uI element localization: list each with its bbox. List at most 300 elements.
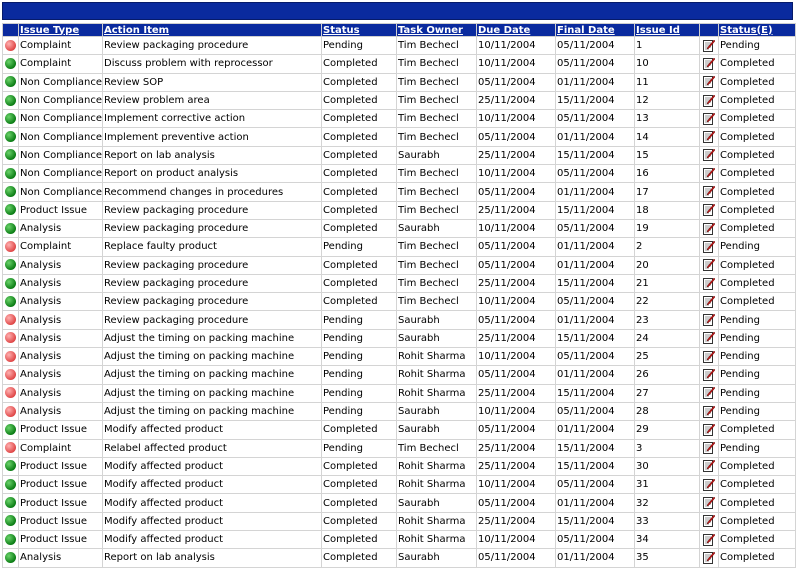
table-row[interactable] <box>3 128 796 146</box>
issue-id-cell: 3 <box>635 439 700 457</box>
task-owner-cell: Tim Bechecl <box>397 439 477 457</box>
issue-id-cell: 11 <box>635 73 700 91</box>
status-indicator-cell <box>3 201 19 219</box>
issue-type-cell: Non Compliance <box>19 73 103 91</box>
final-date-cell: 05/11/2004 <box>556 110 635 128</box>
issue-type-cell: Analysis <box>19 256 103 274</box>
due-date-cell: 10/11/2004 <box>477 165 556 183</box>
status-e-cell: Completed <box>719 183 796 201</box>
action-item-cell: Adjust the timing on packing machine <box>103 366 322 384</box>
final-date-cell: 01/11/2004 <box>556 494 635 512</box>
issue-type-cell: Complaint <box>19 37 103 55</box>
final-date-cell: 01/11/2004 <box>556 256 635 274</box>
edit-notepad-icon[interactable] <box>703 423 715 436</box>
issue-type-cell: Complaint <box>19 238 103 256</box>
status-e-cell: Completed <box>719 146 796 164</box>
final-date-cell: 01/11/2004 <box>556 73 635 91</box>
edit-notepad-icon[interactable] <box>703 167 715 180</box>
task-owner-cell: Tim Bechecl <box>397 274 477 292</box>
status-cell: Completed <box>322 183 397 201</box>
header-status[interactable]: Status <box>322 24 397 37</box>
edit-cell <box>700 55 719 73</box>
action-item-cell: Adjust the timing on packing machine <box>103 384 322 402</box>
task-owner-cell: Saurabh <box>397 402 477 420</box>
issue-type-cell: Complaint <box>19 439 103 457</box>
issue-type-cell: Analysis <box>19 402 103 420</box>
due-date-cell: 25/11/2004 <box>477 329 556 347</box>
issue-type-cell: Product Issue <box>19 494 103 512</box>
final-date-cell: 01/11/2004 <box>556 366 635 384</box>
edit-notepad-icon[interactable] <box>703 148 715 161</box>
action-item-cell: Report on product analysis <box>103 165 322 183</box>
edit-notepad-icon[interactable] <box>703 496 715 509</box>
table-row[interactable] <box>3 457 796 475</box>
due-date-cell: 10/11/2004 <box>477 37 556 55</box>
table-row[interactable] <box>3 73 796 91</box>
issue-id-cell: 26 <box>635 366 700 384</box>
status-dot-icon <box>5 406 16 417</box>
due-date-cell: 25/11/2004 <box>477 274 556 292</box>
issue-id-cell: 2 <box>635 238 700 256</box>
due-date-cell: 25/11/2004 <box>477 439 556 457</box>
status-dot-icon <box>5 223 16 234</box>
action-item-cell: Modify affected product <box>103 476 322 494</box>
status-dot-icon <box>5 259 16 270</box>
status-cell: Completed <box>322 512 397 530</box>
edit-cell <box>700 201 719 219</box>
edit-notepad-icon[interactable] <box>703 203 715 216</box>
window-title <box>3 4 9 17</box>
table-body <box>3 37 796 568</box>
task-owner-cell: Tim Bechecl <box>397 165 477 183</box>
final-date-cell: 01/11/2004 <box>556 311 635 329</box>
issue-type-cell: Product Issue <box>19 512 103 530</box>
status-dot-icon <box>5 204 16 215</box>
final-date-cell: 05/11/2004 <box>556 402 635 420</box>
due-date-cell: 05/11/2004 <box>477 366 556 384</box>
status-cell: Completed <box>322 421 397 439</box>
edit-cell <box>700 384 719 402</box>
issue-id-cell: 22 <box>635 293 700 311</box>
header-edit <box>700 24 719 37</box>
task-owner-cell: Tim Bechecl <box>397 256 477 274</box>
edit-cell <box>700 348 719 366</box>
final-date-cell: 05/11/2004 <box>556 37 635 55</box>
issue-type-cell: Analysis <box>19 384 103 402</box>
issue-type-cell: Non Compliance <box>19 91 103 109</box>
issue-id-cell: 21 <box>635 274 700 292</box>
task-owner-cell: Tim Bechecl <box>397 128 477 146</box>
status-indicator-cell <box>3 348 19 366</box>
status-dot-icon <box>5 76 16 87</box>
status-dot-icon <box>5 186 16 197</box>
table-row[interactable] <box>3 512 796 530</box>
action-item-cell: Review packaging procedure <box>103 256 322 274</box>
status-indicator-cell <box>3 128 19 146</box>
due-date-cell: 10/11/2004 <box>477 55 556 73</box>
status-indicator-cell <box>3 549 19 567</box>
issue-id-cell: 32 <box>635 494 700 512</box>
status-e-cell: Completed <box>719 457 796 475</box>
edit-notepad-icon[interactable] <box>703 514 715 527</box>
task-owner-cell: Tim Bechecl <box>397 293 477 311</box>
final-date-cell: 15/11/2004 <box>556 91 635 109</box>
edit-notepad-icon[interactable] <box>703 295 715 308</box>
issue-type-cell: Analysis <box>19 293 103 311</box>
table-row[interactable] <box>3 402 796 420</box>
action-item-cell: Review problem area <box>103 91 322 109</box>
table-row[interactable] <box>3 329 796 347</box>
final-date-cell: 15/11/2004 <box>556 329 635 347</box>
table-row[interactable] <box>3 183 796 201</box>
edit-notepad-icon[interactable] <box>703 386 715 399</box>
issue-id-cell: 16 <box>635 165 700 183</box>
task-owner-cell: Saurabh <box>397 311 477 329</box>
status-indicator-cell <box>3 512 19 530</box>
table-row[interactable] <box>3 110 796 128</box>
final-date-cell: 01/11/2004 <box>556 238 635 256</box>
task-owner-cell: Saurabh <box>397 421 477 439</box>
due-date-cell: 05/11/2004 <box>477 238 556 256</box>
status-dot-icon <box>5 552 16 563</box>
edit-cell <box>700 531 719 549</box>
issues-table <box>2 23 796 568</box>
edit-notepad-icon[interactable] <box>703 459 715 472</box>
status-e-cell: Completed <box>719 73 796 91</box>
header-indicator <box>3 24 19 37</box>
due-date-cell: 05/11/2004 <box>477 549 556 567</box>
status-cell: Pending <box>322 348 397 366</box>
status-e-cell: Completed <box>719 549 796 567</box>
edit-notepad-icon[interactable] <box>703 331 715 344</box>
due-date-cell: 05/11/2004 <box>477 494 556 512</box>
status-e-cell: Completed <box>719 512 796 530</box>
status-dot-icon <box>5 95 16 106</box>
issue-id-cell: 1 <box>635 37 700 55</box>
final-date-cell: 15/11/2004 <box>556 201 635 219</box>
table-row[interactable] <box>3 165 796 183</box>
issue-id-cell: 25 <box>635 348 700 366</box>
status-dot-icon <box>5 460 16 471</box>
status-dot-icon <box>5 314 16 325</box>
final-date-cell: 15/11/2004 <box>556 384 635 402</box>
status-dot-icon <box>5 534 16 545</box>
issue-type-cell: Non Compliance <box>19 183 103 201</box>
due-date-cell: 05/11/2004 <box>477 421 556 439</box>
edit-notepad-icon[interactable] <box>703 112 715 125</box>
status-indicator-cell <box>3 531 19 549</box>
status-cell: Completed <box>322 549 397 567</box>
table-row[interactable] <box>3 311 796 329</box>
status-e-cell: Completed <box>719 293 796 311</box>
status-dot-icon <box>5 296 16 307</box>
final-date-cell: 05/11/2004 <box>556 55 635 73</box>
due-date-cell: 05/11/2004 <box>477 73 556 91</box>
status-indicator-cell <box>3 293 19 311</box>
status-dot-icon <box>5 479 16 490</box>
issue-id-cell: 35 <box>635 549 700 567</box>
issue-type-cell: Product Issue <box>19 476 103 494</box>
edit-notepad-icon[interactable] <box>703 350 715 363</box>
action-item-cell: Relabel affected product <box>103 439 322 457</box>
table-row[interactable] <box>3 439 796 457</box>
issue-id-cell: 24 <box>635 329 700 347</box>
issue-id-cell: 23 <box>635 311 700 329</box>
action-item-cell: Modify affected product <box>103 421 322 439</box>
edit-notepad-icon[interactable] <box>703 533 715 546</box>
edit-notepad-icon[interactable] <box>703 94 715 107</box>
edit-cell <box>700 494 719 512</box>
issue-id-cell: 15 <box>635 146 700 164</box>
issue-type-cell: Analysis <box>19 348 103 366</box>
status-e-cell: Pending <box>719 37 796 55</box>
edit-cell <box>700 91 719 109</box>
table-row[interactable] <box>3 37 796 55</box>
edit-cell <box>700 512 719 530</box>
status-e-cell: Pending <box>719 348 796 366</box>
issue-id-cell: 13 <box>635 110 700 128</box>
status-cell: Completed <box>322 201 397 219</box>
edit-notepad-icon[interactable] <box>703 313 715 326</box>
final-date-cell: 05/11/2004 <box>556 476 635 494</box>
table-header-row <box>3 24 796 37</box>
final-date-cell: 15/11/2004 <box>556 146 635 164</box>
issue-type-cell: Analysis <box>19 311 103 329</box>
final-date-cell: 05/11/2004 <box>556 165 635 183</box>
status-dot-icon <box>5 241 16 252</box>
edit-cell <box>700 256 719 274</box>
action-item-cell: Replace faulty product <box>103 238 322 256</box>
edit-notepad-icon[interactable] <box>703 478 715 491</box>
final-date-cell: 01/11/2004 <box>556 128 635 146</box>
edit-notepad-icon[interactable] <box>703 185 715 198</box>
task-owner-cell: Rohit Sharma <box>397 531 477 549</box>
table-row[interactable] <box>3 384 796 402</box>
edit-notepad-icon[interactable] <box>703 368 715 381</box>
table-row[interactable] <box>3 531 796 549</box>
issue-type-cell: Analysis <box>19 329 103 347</box>
action-item-cell: Modify affected product <box>103 494 322 512</box>
edit-notepad-icon[interactable] <box>703 75 715 88</box>
table-row[interactable] <box>3 146 796 164</box>
issue-id-cell: 12 <box>635 91 700 109</box>
action-item-cell: Discuss problem with reprocessor <box>103 55 322 73</box>
task-owner-cell: Tim Bechecl <box>397 201 477 219</box>
status-indicator-cell <box>3 256 19 274</box>
status-e-cell: Completed <box>719 219 796 237</box>
issue-type-cell: Analysis <box>19 274 103 292</box>
action-item-cell: Review packaging procedure <box>103 201 322 219</box>
final-date-cell: 15/11/2004 <box>556 457 635 475</box>
table-row[interactable] <box>3 476 796 494</box>
header-task-owner[interactable]: Task Owner <box>397 24 477 37</box>
final-date-cell: 05/11/2004 <box>556 219 635 237</box>
due-date-cell: 10/11/2004 <box>477 293 556 311</box>
due-date-cell: 10/11/2004 <box>477 110 556 128</box>
status-cell: Completed <box>322 274 397 292</box>
status-cell: Completed <box>322 494 397 512</box>
due-date-cell: 05/11/2004 <box>477 256 556 274</box>
status-indicator-cell <box>3 476 19 494</box>
edit-notepad-icon[interactable] <box>703 240 715 253</box>
issue-type-cell: Product Issue <box>19 457 103 475</box>
status-cell: Completed <box>322 219 397 237</box>
status-e-cell: Completed <box>719 256 796 274</box>
final-date-cell: 15/11/2004 <box>556 439 635 457</box>
edit-cell <box>700 402 719 420</box>
edit-notepad-icon[interactable] <box>703 441 715 454</box>
status-dot-icon <box>5 149 16 160</box>
table-row[interactable] <box>3 55 796 73</box>
status-indicator-cell <box>3 439 19 457</box>
task-owner-cell: Tim Bechecl <box>397 110 477 128</box>
final-date-cell: 05/11/2004 <box>556 531 635 549</box>
status-indicator-cell <box>3 274 19 292</box>
header-issue-id[interactable]: Issue Id <box>635 24 700 37</box>
due-date-cell: 25/11/2004 <box>477 512 556 530</box>
status-e-cell: Completed <box>719 165 796 183</box>
status-e-cell: Pending <box>719 366 796 384</box>
edit-notepad-icon[interactable] <box>703 39 715 52</box>
issue-id-cell: 10 <box>635 55 700 73</box>
status-dot-icon <box>5 442 16 453</box>
table-row[interactable] <box>3 421 796 439</box>
task-owner-cell: Rohit Sharma <box>397 512 477 530</box>
status-dot-icon <box>5 131 16 142</box>
edit-cell <box>700 219 719 237</box>
issue-id-cell: 31 <box>635 476 700 494</box>
issue-type-cell: Analysis <box>19 366 103 384</box>
edit-notepad-icon[interactable] <box>703 222 715 235</box>
task-owner-cell: Rohit Sharma <box>397 384 477 402</box>
status-indicator-cell <box>3 110 19 128</box>
status-dot-icon <box>5 387 16 398</box>
status-cell: Pending <box>322 238 397 256</box>
status-indicator-cell <box>3 238 19 256</box>
edit-notepad-icon[interactable] <box>703 277 715 290</box>
status-cell: Pending <box>322 402 397 420</box>
status-e-cell: Pending <box>719 311 796 329</box>
action-item-cell: Modify affected product <box>103 457 322 475</box>
status-e-cell: Completed <box>719 110 796 128</box>
edit-cell <box>700 293 719 311</box>
due-date-cell: 25/11/2004 <box>477 91 556 109</box>
task-owner-cell: Rohit Sharma <box>397 457 477 475</box>
action-item-cell: Review SOP <box>103 73 322 91</box>
table-row[interactable] <box>3 256 796 274</box>
status-indicator-cell <box>3 402 19 420</box>
edit-notepad-icon[interactable] <box>703 551 715 564</box>
task-owner-cell: Rohit Sharma <box>397 476 477 494</box>
table-row[interactable] <box>3 348 796 366</box>
due-date-cell: 10/11/2004 <box>477 476 556 494</box>
issue-id-cell: 30 <box>635 457 700 475</box>
table-row[interactable] <box>3 91 796 109</box>
table-row[interactable] <box>3 238 796 256</box>
edit-notepad-icon[interactable] <box>703 405 715 418</box>
status-e-cell: Pending <box>719 329 796 347</box>
edit-cell <box>700 110 719 128</box>
header-status-e[interactable]: Status(E) <box>719 24 796 37</box>
due-date-cell: 05/11/2004 <box>477 311 556 329</box>
action-item-cell: Adjust the timing on packing machine <box>103 402 322 420</box>
issue-id-cell: 17 <box>635 183 700 201</box>
action-item-cell: Modify affected product <box>103 512 322 530</box>
status-dot-icon <box>5 369 16 380</box>
status-dot-icon <box>5 278 16 289</box>
edit-cell <box>700 274 719 292</box>
status-indicator-cell <box>3 165 19 183</box>
issue-id-cell: 29 <box>635 421 700 439</box>
edit-cell <box>700 73 719 91</box>
status-indicator-cell <box>3 183 19 201</box>
edit-notepad-icon[interactable] <box>703 130 715 143</box>
edit-cell <box>700 366 719 384</box>
status-cell: Pending <box>322 37 397 55</box>
table-row[interactable] <box>3 366 796 384</box>
status-indicator-cell <box>3 384 19 402</box>
edit-cell <box>700 421 719 439</box>
due-date-cell: 05/11/2004 <box>477 128 556 146</box>
status-cell: Pending <box>322 384 397 402</box>
action-item-cell: Review packaging procedure <box>103 311 322 329</box>
final-date-cell: 05/11/2004 <box>556 348 635 366</box>
final-date-cell: 15/11/2004 <box>556 512 635 530</box>
status-indicator-cell <box>3 91 19 109</box>
status-cell: Pending <box>322 439 397 457</box>
status-indicator-cell <box>3 219 19 237</box>
edit-cell <box>700 476 719 494</box>
action-item-cell: Report on lab analysis <box>103 146 322 164</box>
header-issue-type[interactable]: Issue Type <box>19 24 103 37</box>
status-dot-icon <box>5 351 16 362</box>
issue-type-cell: Analysis <box>19 549 103 567</box>
edit-notepad-icon[interactable] <box>703 258 715 271</box>
status-indicator-cell <box>3 494 19 512</box>
table-row[interactable] <box>3 201 796 219</box>
due-date-cell: 25/11/2004 <box>477 457 556 475</box>
status-e-cell: Completed <box>719 55 796 73</box>
table-row[interactable] <box>3 293 796 311</box>
action-item-cell: Adjust the timing on packing machine <box>103 329 322 347</box>
issue-id-cell: 34 <box>635 531 700 549</box>
table-row[interactable] <box>3 549 796 567</box>
status-e-cell: Completed <box>719 476 796 494</box>
table-row[interactable] <box>3 274 796 292</box>
action-item-cell: Report on lab analysis <box>103 549 322 567</box>
status-dot-icon <box>5 58 16 69</box>
status-e-cell: Completed <box>719 421 796 439</box>
status-e-cell: Completed <box>719 128 796 146</box>
issue-id-cell: 14 <box>635 128 700 146</box>
status-cell: Completed <box>322 256 397 274</box>
due-date-cell: 25/11/2004 <box>477 146 556 164</box>
edit-notepad-icon[interactable] <box>703 57 715 70</box>
header-action-item[interactable]: Action Item <box>103 24 322 37</box>
due-date-cell: 10/11/2004 <box>477 402 556 420</box>
table-row[interactable] <box>3 219 796 237</box>
status-e-cell: Completed <box>719 274 796 292</box>
issue-id-cell: 20 <box>635 256 700 274</box>
task-owner-cell: Saurabh <box>397 329 477 347</box>
header-final-date[interactable]: Final Date <box>556 24 635 37</box>
status-e-cell: Pending <box>719 238 796 256</box>
header-due-date[interactable]: Due Date <box>477 24 556 37</box>
table-row[interactable] <box>3 494 796 512</box>
status-cell: Pending <box>322 329 397 347</box>
status-indicator-cell <box>3 329 19 347</box>
final-date-cell: 01/11/2004 <box>556 183 635 201</box>
